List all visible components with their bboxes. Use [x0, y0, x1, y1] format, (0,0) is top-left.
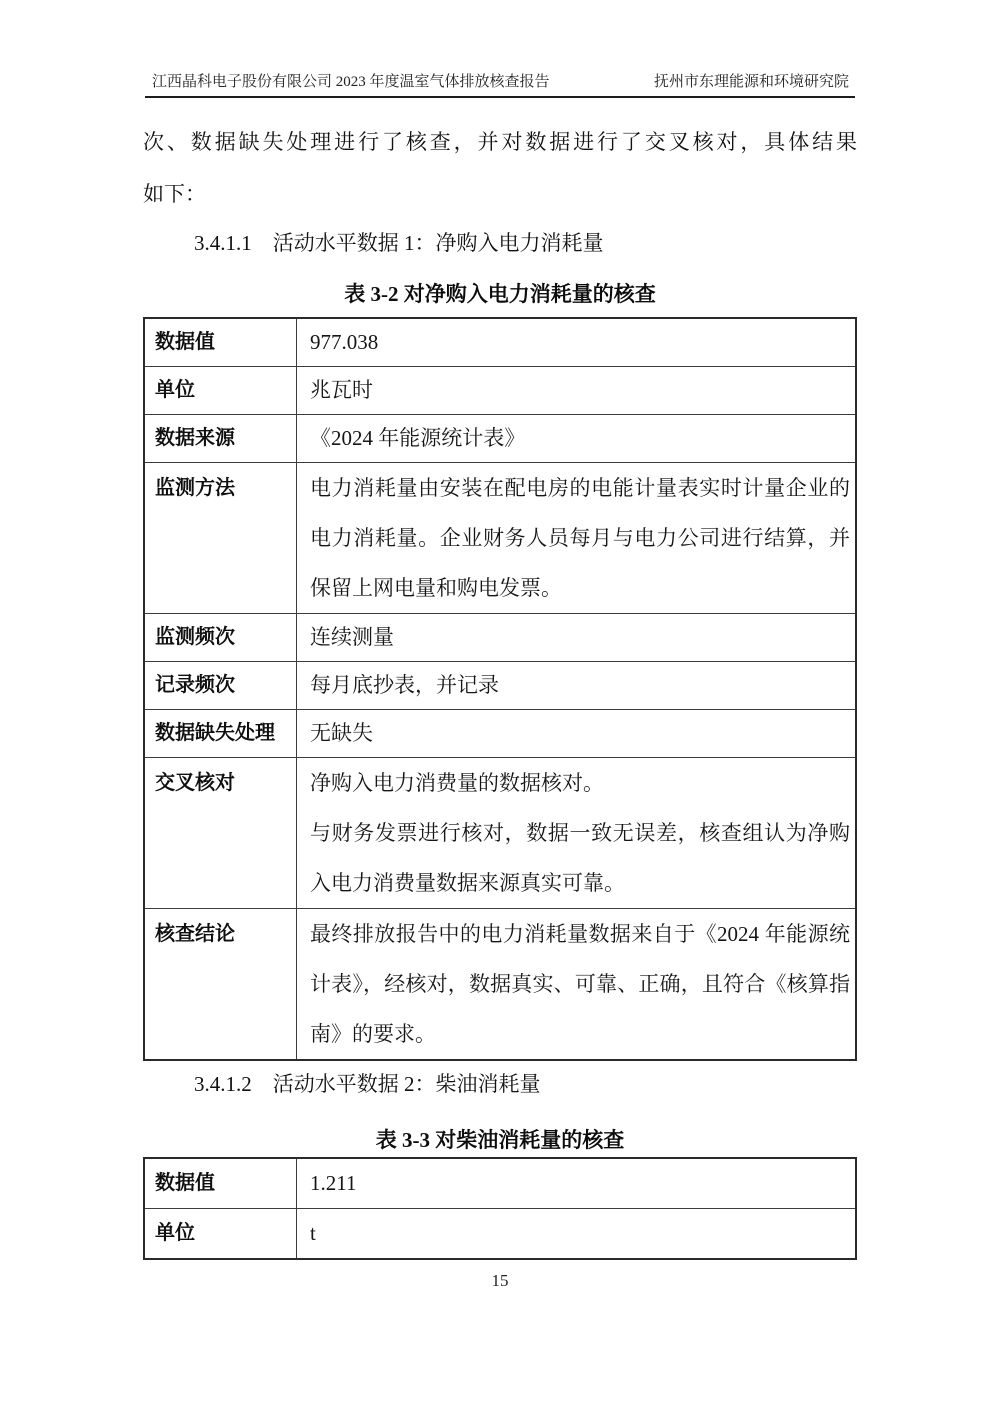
table-row: [145, 1209, 855, 1258]
row-label: 监测方法: [145, 463, 297, 613]
intro-line-2: 如下：: [143, 182, 206, 206]
table-row: [145, 367, 855, 415]
row-value: [297, 758, 855, 908]
section-number: 3.4.1.2: [194, 1072, 252, 1096]
row-label: 单位: [145, 1209, 297, 1258]
section-number: 3.4.1.1: [194, 231, 252, 255]
table-row: [145, 662, 855, 710]
row-value: t: [310, 1221, 316, 1245]
row-label: 数据值: [145, 1159, 297, 1208]
row-label: 数据缺失处理: [145, 710, 297, 757]
row-value: 1.211: [310, 1171, 357, 1195]
table-row: [145, 909, 855, 1059]
header-left-text: 江西晶科电子股份有限公司 2023 年度温室气体排放核查报告: [152, 74, 550, 90]
page-number: 15: [491, 1271, 509, 1290]
header-right-text: 抚州市东理能源和环境研究院: [653, 74, 849, 90]
intro-line-1: 次、数据缺失处理进行了核查，并对数据进行了交叉核对，具体结果: [143, 130, 857, 154]
table-3-3: [143, 1157, 857, 1260]
section-heading-3-4-1-2: [194, 1071, 541, 1097]
table-3-2: [143, 317, 857, 1061]
row-label: 数据值: [145, 319, 297, 366]
table-row: [145, 710, 855, 758]
table-3-3-caption: 表 3-3 对柴油消耗量的核查: [375, 1128, 625, 1152]
row-label: 单位: [145, 367, 297, 414]
row-label: 核查结论: [145, 909, 297, 1059]
row-value: 每月底抄表，并记录: [310, 673, 499, 697]
row-value: 最终排放报告中的电力消耗量数据来自于《2024 年能源统计表》，经核对，数据真实、可靠、正确，且符合《核算指南》的要求。: [310, 922, 850, 1046]
table-row: [145, 758, 855, 909]
row-value: 无缺失: [310, 721, 373, 745]
table-3-2-caption: 表 3-2 对净购入电力消耗量的核查: [344, 282, 656, 306]
intro-paragraph: [143, 116, 857, 220]
row-value-paragraph-2: 与财务发票进行核对，数据一致无误差，核查组认为净购入电力消费量数据来源真实可靠。: [310, 821, 850, 895]
row-value: 977.038: [310, 330, 379, 354]
page-header: [145, 70, 855, 98]
table-row: [145, 319, 855, 367]
row-label: 数据来源: [145, 415, 297, 462]
table-row: [145, 1159, 855, 1209]
row-value-paragraph-1: 净购入电力消费量的数据核对。: [310, 771, 604, 795]
section-title: 活动水平数据 1：净购入电力消耗量: [272, 231, 604, 255]
row-value: 《2024 年能源统计表》: [310, 426, 526, 450]
row-label: 监测频次: [145, 614, 297, 661]
table-row: [145, 614, 855, 662]
row-value: 电力消耗量由安装在配电房的电能计量表实时计量企业的电力消耗量。企业财务人员每月与电力公司进行结算，并保留上网电量和购电发票。: [310, 476, 850, 600]
table-row: [145, 463, 855, 614]
section-heading-3-4-1-1: [194, 230, 604, 256]
table-row: [145, 415, 855, 463]
row-value: 连续测量: [310, 625, 394, 649]
row-label: 记录频次: [145, 662, 297, 709]
row-label: 交叉核对: [145, 758, 297, 908]
section-title: 活动水平数据 2：柴油消耗量: [272, 1072, 541, 1096]
row-value: 兆瓦时: [310, 378, 373, 402]
